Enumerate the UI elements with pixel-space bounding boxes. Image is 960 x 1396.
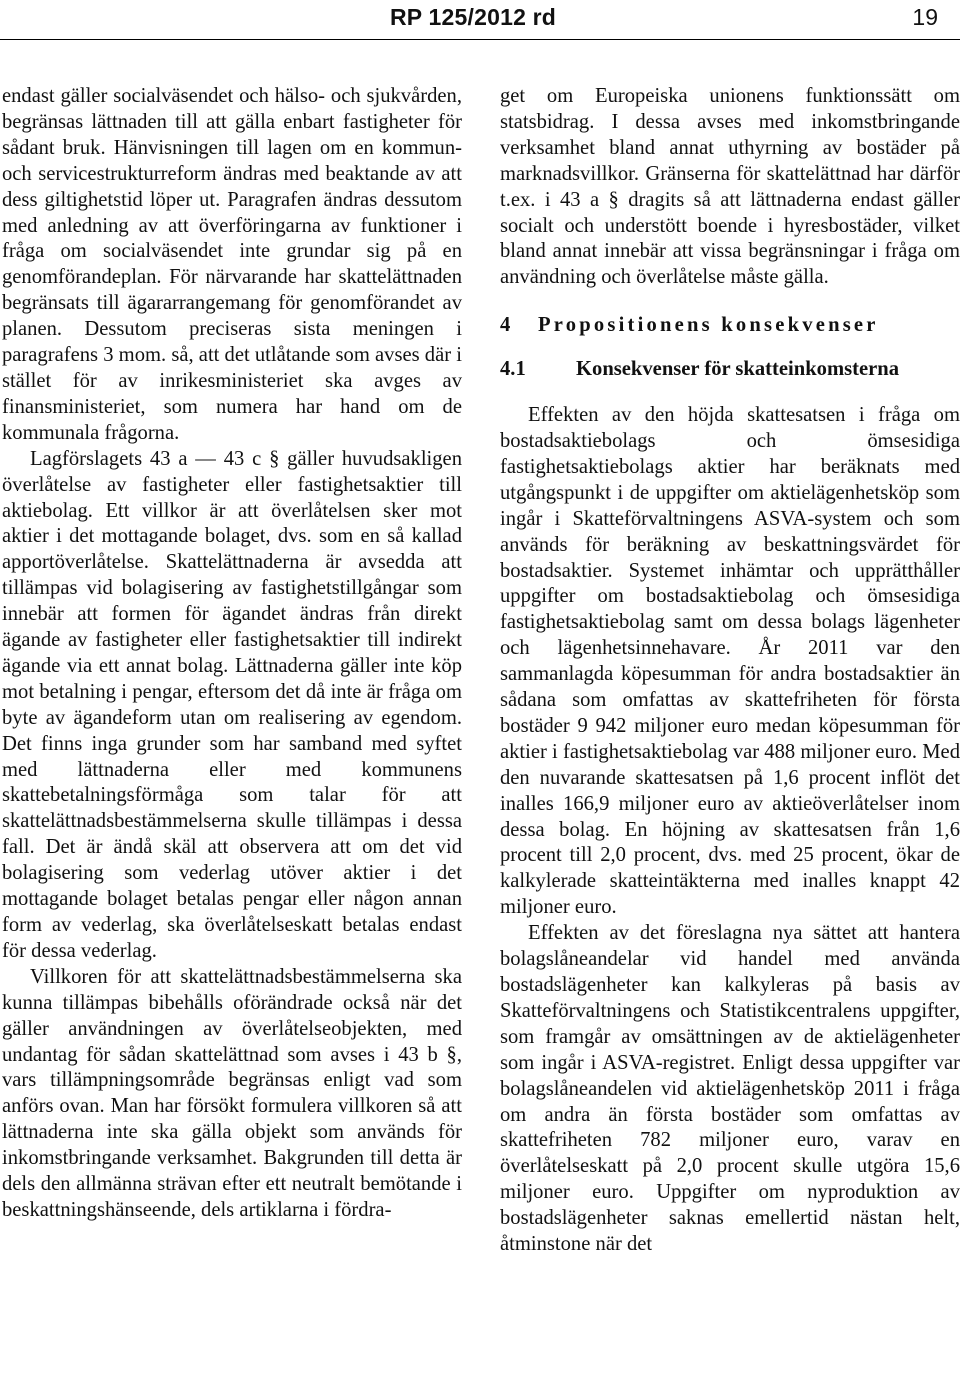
subsection-heading xyxy=(500,357,960,383)
document-reference: RP 125/2012 rd xyxy=(390,4,557,30)
page-number: 19 xyxy=(912,4,938,30)
body-paragraph: Effekten av den höjda skattesatsen i fråga om bostadsaktiebolags och ömsesidiga fastighetsaktiebolags aktier har beräknats med utgångspunkt i de uppgifter om aktielägenhetsköp som ingår i Skatteförvaltningens ASVA-system och som används för beräkning av beskattningsvärdet för bostadsaktier. Systemet inhämtar och upprätthåller uppgifter om bostadsaktiebolag och ömsesidiga fastighetsaktiebolag samt om dessa bolags lägenheter och lägenhetsinnehavare. År 2011 var den sammanlagda köpesumman för andra bostadsaktier än sådana som omfattas av skattefriheten för första bostäder 9 942 miljoner euro medan köpesumman för aktier i fastighetsaktiebolag var 488 miljoner euro. Med den nuvarande skattesatsen på 1,6 procent inflöt det inalles 166,9 miljoner euro av aktieöverlåtelser inom dessa bolag. En höjning av skattesatsen från 1,6 procent till 2,0 procent, dvs. med 25 procent, ökar de kalkylerade skatteintäkterna med inalles knappt 42 miljoner euro. xyxy=(500,404,960,919)
body-paragraph: Villkoren för att skattelättnadsbestämmelserna ska kunna tillämpas bibehålls oförändrade också när det gäller användningen av överlåtelseobjekten, med undantag för sådan skattelättnad som avses i 43 b §, vars tillämpningsområde begränsas enligt vad som anförs ovan. Man har försökt formulera villkoren så att lättnaderna inte ska gälla objekt som används för inkomstbringande verksamhet. Bakgrunden till detta är dels den allmänna strävan efter ett neutralt bemötande i beskattningshänseende, dels artiklarna i fördra- xyxy=(2,965,462,1221)
body-paragraph-continued: get om Europeiska unionens funktionssätt om statsbidrag. I dessa avses med inkomstbringande verksamhet bland annat uthyrning av bostäder på marknadsvillkor. Gränserna för skattelättnad har därför t.ex. i 43 a § dragits så att lättnaderna endast gäller socialt och understött boende i hyresbostäder, vilket bland annat innebär att vissa begränsningar i fråga om användning och överlåtelse måste gälla. xyxy=(500,85,960,289)
subsection-title: Konsekvenser för skatteinkomsterna xyxy=(576,358,900,381)
subsection-number: 4.1 xyxy=(500,358,526,381)
page-header xyxy=(0,0,960,40)
left-column xyxy=(2,84,462,1224)
section-number: 4 xyxy=(500,314,511,337)
header-divider xyxy=(0,39,960,40)
right-column xyxy=(500,84,960,1258)
section-heading xyxy=(500,313,960,339)
body-paragraph: Effekten av det föreslagna nya sättet att hantera bolagslåneandelar vid handel med använda bostadslägenheter kan kalkyleras på basis av Skatteförvaltningens och Statistikcentralens uppgifter, som framgår av omsättningen av de aktielägenheter som ingår i ASVA-registret. Enligt dessa uppgifter var bolagslåneandelen vid aktielägenhetsköp 2011 i fråga om andra än första bostäder som omfattas av skattefriheten 782 miljoner euro, varav en överlåtelseskatt på 2,0 procent skulle utgöra 15,6 miljoner euro. Uppgifter om nyproduktion av bostadslägenheter saknas emellertid nästan helt, åtminstone när det xyxy=(500,922,960,1256)
section-title: Propositionens konsekvenser xyxy=(538,314,879,337)
body-paragraph: endast gäller socialväsendet och hälso- och sjukvården, begränsas lättnaden till att gälla enbart fastigheter för sådant bruk. Hänvisningen till lagen om en kommun- och servicestrukturreform ändras med beaktande av att dess giltighetstid löper ut. Paragrafen ändras dessutom med anledning av att överföringarna av funktioner i fråga om socialväsendet inte grundar sig på en genomförandeplan. För närvarande har skattelättnaden begränsats till ägararrangemang för genomförandet av planen. Dessutom preciseras sista meningen i paragrafens 3 mom. så, att det utlåtande som avses där i stället för av inrikesministeriet ska avges av finansministeriet, som numera har hand om de kommunala frågorna. xyxy=(2,85,462,444)
body-paragraph: Lagförslagets 43 a — 43 c § gäller huvudsakligen överlåtelse av fastigheter eller fastighetsaktier till aktiebolag. Ett villkor är att överlåtelsen sker mot aktier i det mottagande bolaget, dvs. som en så kallad apportöverlåtelse. Skattelättnaderna är avsedda att tillämpas vid bolagisering av fastighetstillgångar som innebär att formen för ägandet ändras från direkt ägande av fastigheter eller fastighetsaktier till indirekt ägande via ett annat bolag. Lättnaderna gäller inte köp mot betalning i pengar, eftersom det då inte är fråga om byte av ägandeform utan om realisering av egendom. Det finns inga grunder som har samband med syftet med lättnaderna eller med kommunens skattebetalningsförmåga som talar för att skattelättnadsbestämmelserna skulle tillämpas i dessa fall. Det är ändå skäl att observera att om det vid bolagisering som vederlag utöver aktier i det mottagande bolaget betalas pengar eller någon annan form av vederlag, ska överlåtelseskatt betalas endast för dessa vederlag. xyxy=(2,447,462,962)
